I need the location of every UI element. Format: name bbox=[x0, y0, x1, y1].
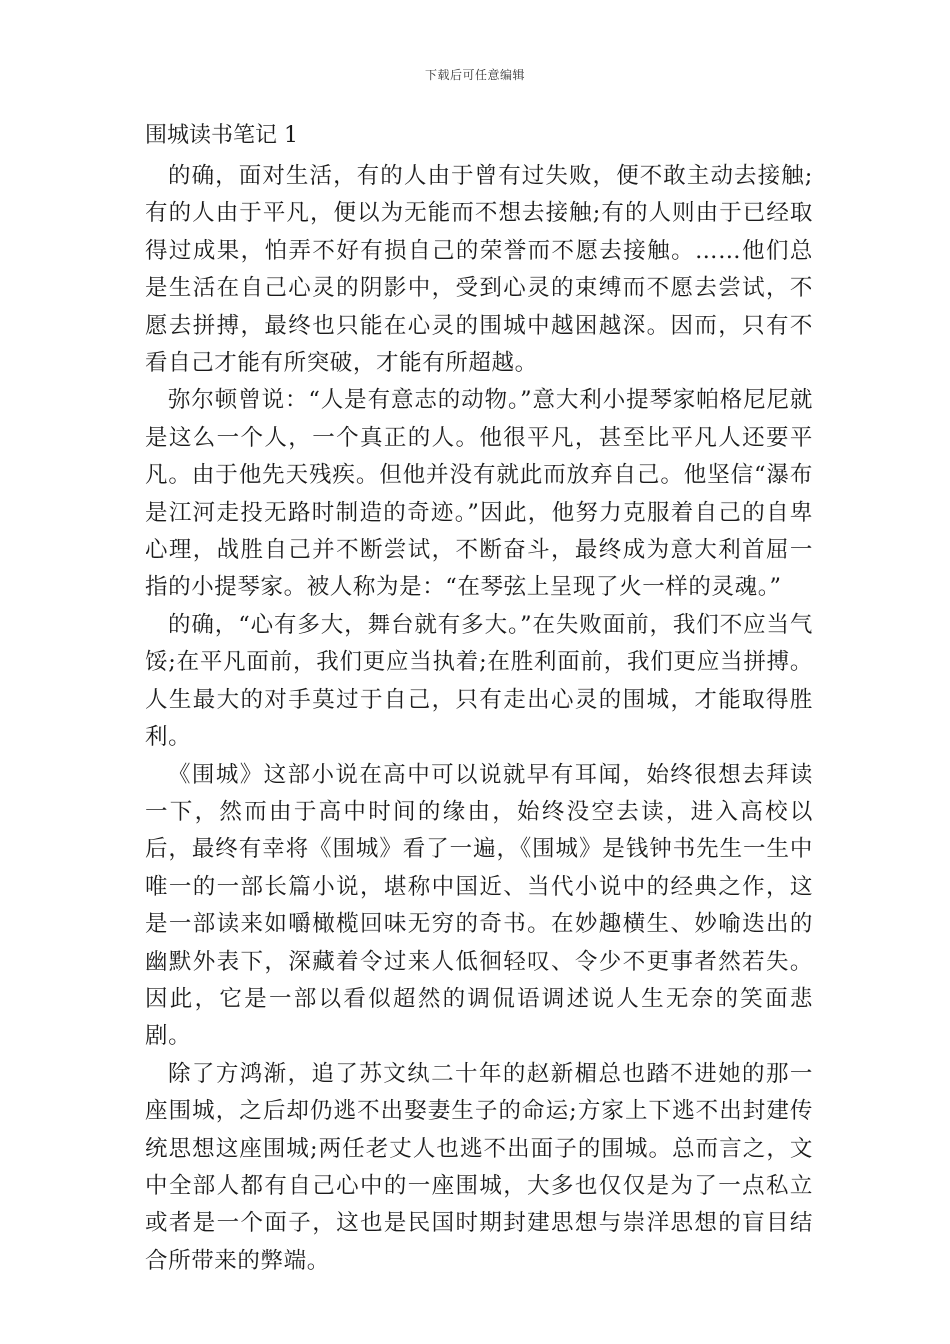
page-header-note: 下载后可任意编辑 bbox=[424, 68, 525, 82]
paragraph: 除了方鸿渐，追了苏文纨二十年的赵新楣总也踏不进她的那一座围城，之后却仍逃不出娶妻生子的命运;方家上下逃不出封建传统思想这座围城;两任老丈人也逃不出面子的围城。总而言之，文中全部人都有自己心中的一座围城，大多也仅仅是为了一点私立或者是一个面子，这也是民国时期封建思想与崇洋思想的盲目结合所带来的弊端。 bbox=[145, 1060, 813, 1274]
paragraph: 弥尔顿曾说：“人是有意志的动物。”意大利小提琴家帕格尼尼就是这么一个人，一个真正的人。他很平凡，甚至比平凡人还要平凡。由于他先天残疾。但他并没有就此而放弃自己。他坚信“瀑布是江河走投无路时制造的奇迹。”因此，他努力克服着自己的自卑心理，战胜自己并不断尝试，不断奋斗，最终成为意大利首屈一指的小提琴家。被人称为是：“在琴弦上呈现了火一样的灵魂。” bbox=[145, 387, 813, 601]
document-body bbox=[145, 118, 813, 1280]
paragraph: 的确，面对生活，有的人由于曾有过失败，便不敢主动去接触;有的人由于平凡，便以为无能而不想去接触;有的人则由于已经取得过成果，怕弄不好有损自己的荣誉而不愿去接触。……他们总是生活在自己心灵的阴影中，受到心灵的束缚而不愿去尝试，不愿去拼搏，最终也只能在心灵的围城中越困越深。因而，只有不看自己才能有所突破，才能有所超越。 bbox=[145, 163, 813, 377]
paragraph: 《围城》这部小说在高中可以说就早有耳闻，始终很想去拜读一下，然而由于高中时间的缘由，始终没空去读，进入高校以后，最终有幸将《围城》看了一遍，《围城》是钱钟书先生一生中唯一的一部长篇小说，堪称中国近、当代小说中的经典之作，这是一部读来如嚼橄榄回味无穷的奇书。在妙趣横生、妙喻迭出的幽默外表下，深藏着令过来人低徊轻叹、令少不更事者然若失。因此，它是一部以看似超然的调侃语调述说人生无奈的笑面悲剧。 bbox=[145, 761, 813, 1050]
paragraph: 的确，“心有多大，舞台就有多大。”在失败面前，我们不应当气馁;在平凡面前，我们更应当执着;在胜利面前，我们更应当拼搏。人生最大的对手莫过于自己，只有走出心灵的围城，才能取得胜利。 bbox=[145, 611, 813, 751]
document-title: 围城读书笔记 1 bbox=[145, 123, 298, 148]
